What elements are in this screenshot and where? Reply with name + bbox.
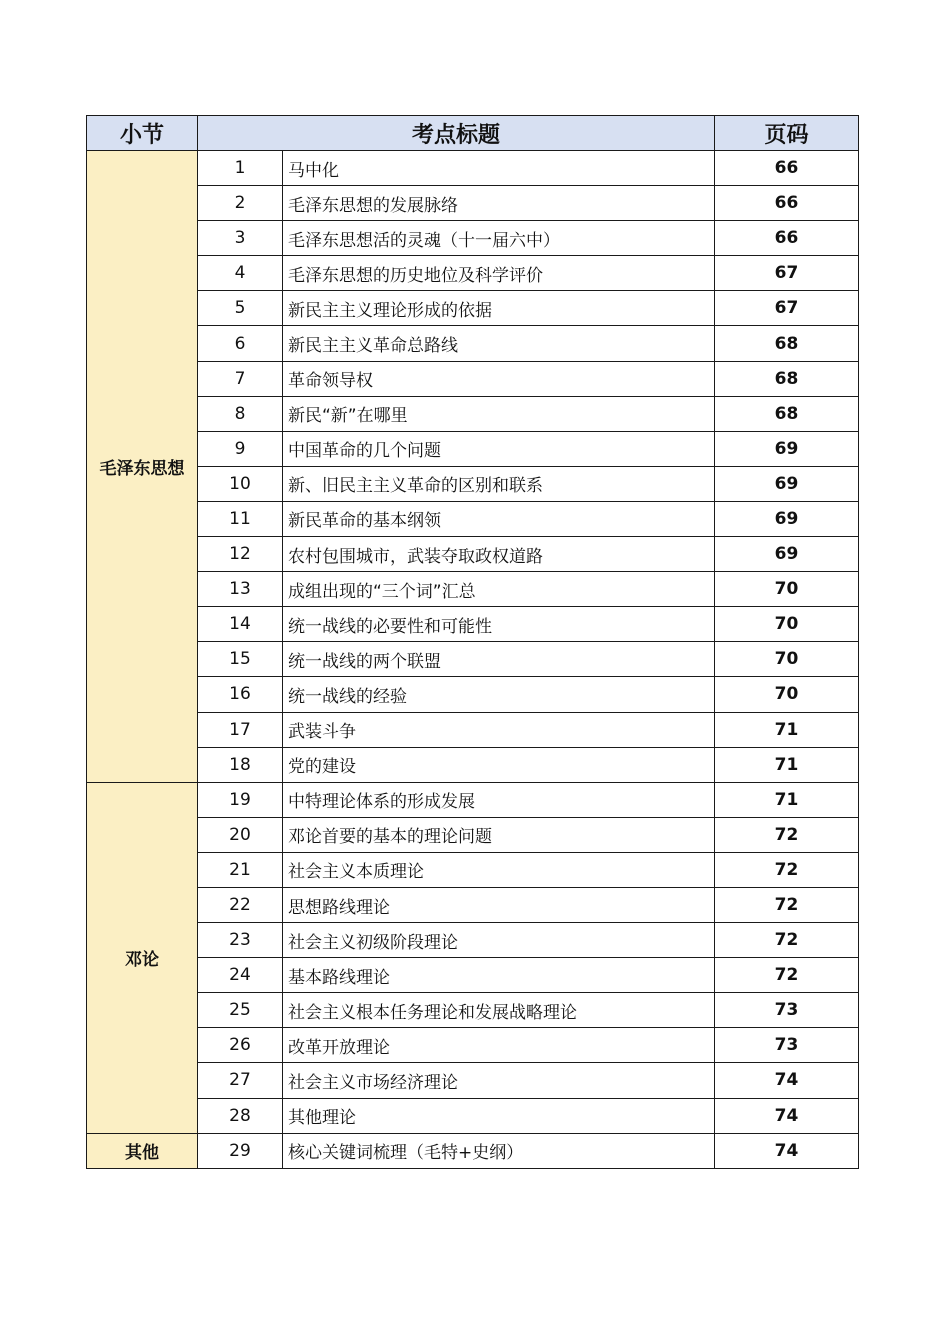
row-number: 19: [198, 782, 283, 817]
row-number: 23: [198, 923, 283, 958]
page-number: 70: [715, 572, 859, 607]
row-number: 28: [198, 1098, 283, 1133]
topic-title: 思想路线理论: [283, 887, 715, 922]
topic-title: 毛泽东思想活的灵魂（十一届六中）: [283, 221, 715, 256]
section-label: 毛泽东思想: [87, 151, 198, 783]
topic-title: 社会主义根本任务理论和发展战略理论: [283, 993, 715, 1028]
topic-title: 农村包围城市，武装夺取政权道路: [283, 537, 715, 572]
table-row: [87, 466, 859, 501]
row-number: 11: [198, 501, 283, 536]
page-number: 71: [715, 712, 859, 747]
topic-title: 改革开放理论: [283, 1028, 715, 1063]
row-number: 13: [198, 572, 283, 607]
topic-title: 成组出现的“三个词”汇总: [283, 572, 715, 607]
table-row: [87, 993, 859, 1028]
table-row: [87, 1098, 859, 1133]
page-number: 72: [715, 958, 859, 993]
row-number: 14: [198, 607, 283, 642]
table-row: [87, 326, 859, 361]
topic-title: 统一战线的经验: [283, 677, 715, 712]
table-row: [87, 642, 859, 677]
row-number: 27: [198, 1063, 283, 1098]
page-number: 68: [715, 361, 859, 396]
row-number: 21: [198, 852, 283, 887]
topic-title: 核心关键词梳理（毛特+史纲）: [283, 1133, 715, 1168]
table-row: [87, 1063, 859, 1098]
topic-title: 武装斗争: [283, 712, 715, 747]
table-row: [87, 431, 859, 466]
table-row: [87, 221, 859, 256]
table-row: [87, 817, 859, 852]
table-row: [87, 186, 859, 221]
row-number: 4: [198, 256, 283, 291]
section-label: 其他: [87, 1133, 198, 1168]
table-row: [87, 782, 859, 817]
page-number: 73: [715, 993, 859, 1028]
row-number: 16: [198, 677, 283, 712]
page-number: 72: [715, 852, 859, 887]
table-row: [87, 361, 859, 396]
topic-title: 其他理论: [283, 1098, 715, 1133]
row-number: 1: [198, 151, 283, 186]
page-number: 71: [715, 782, 859, 817]
page-number: 67: [715, 291, 859, 326]
page-number: 70: [715, 607, 859, 642]
table-row: [87, 291, 859, 326]
topic-title: 新、旧民主主义革命的区别和联系: [283, 466, 715, 501]
row-number: 18: [198, 747, 283, 782]
page-number: 69: [715, 466, 859, 501]
topic-title: 新民主主义革命总路线: [283, 326, 715, 361]
table-row: [87, 852, 859, 887]
section-label: 邓论: [87, 782, 198, 1133]
topic-title: 社会主义本质理论: [283, 852, 715, 887]
topic-title: 新民“新”在哪里: [283, 396, 715, 431]
page-number: 72: [715, 923, 859, 958]
header-section: 小节: [87, 116, 198, 151]
table-row: [87, 607, 859, 642]
topic-title: 基本路线理论: [283, 958, 715, 993]
table-row: [87, 887, 859, 922]
row-number: 26: [198, 1028, 283, 1063]
toc-body: [87, 151, 859, 1169]
topic-title: 中特理论体系的形成发展: [283, 782, 715, 817]
page-number: 74: [715, 1098, 859, 1133]
row-number: 24: [198, 958, 283, 993]
table-row: [87, 1028, 859, 1063]
topic-title: 马中化: [283, 151, 715, 186]
topic-title: 新民主主义理论形成的依据: [283, 291, 715, 326]
row-number: 5: [198, 291, 283, 326]
header-page: 页码: [715, 116, 859, 151]
page-number: 68: [715, 396, 859, 431]
table-row: [87, 256, 859, 291]
row-number: 17: [198, 712, 283, 747]
table-row: [87, 958, 859, 993]
row-number: 25: [198, 993, 283, 1028]
table-row: [87, 1133, 859, 1168]
page-number: 69: [715, 537, 859, 572]
table-row: [87, 501, 859, 536]
toc-table: [86, 115, 859, 1169]
table-row: [87, 712, 859, 747]
page-number: 70: [715, 677, 859, 712]
page-number: 74: [715, 1133, 859, 1168]
header-row: [87, 116, 859, 151]
table-row: [87, 537, 859, 572]
topic-title: 邓论首要的基本的理论问题: [283, 817, 715, 852]
table-row: [87, 923, 859, 958]
page-number: 66: [715, 221, 859, 256]
table-row: [87, 396, 859, 431]
topic-title: 毛泽东思想的发展脉络: [283, 186, 715, 221]
row-number: 8: [198, 396, 283, 431]
topic-title: 党的建设: [283, 747, 715, 782]
topic-title: 中国革命的几个问题: [283, 431, 715, 466]
row-number: 6: [198, 326, 283, 361]
row-number: 20: [198, 817, 283, 852]
topic-title: 毛泽东思想的历史地位及科学评价: [283, 256, 715, 291]
row-number: 10: [198, 466, 283, 501]
page-number: 74: [715, 1063, 859, 1098]
topic-title: 社会主义市场经济理论: [283, 1063, 715, 1098]
row-number: 29: [198, 1133, 283, 1168]
page-number: 70: [715, 642, 859, 677]
topic-title: 社会主义初级阶段理论: [283, 923, 715, 958]
page-number: 69: [715, 431, 859, 466]
topic-title: 统一战线的两个联盟: [283, 642, 715, 677]
row-number: 2: [198, 186, 283, 221]
row-number: 7: [198, 361, 283, 396]
table-row: [87, 747, 859, 782]
topic-title: 新民革命的基本纲领: [283, 501, 715, 536]
page-number: 71: [715, 747, 859, 782]
row-number: 15: [198, 642, 283, 677]
page-number: 72: [715, 817, 859, 852]
page-number: 69: [715, 501, 859, 536]
table-row: [87, 151, 859, 186]
table-row: [87, 677, 859, 712]
topic-title: 革命领导权: [283, 361, 715, 396]
page-number: 73: [715, 1028, 859, 1063]
row-number: 22: [198, 887, 283, 922]
row-number: 9: [198, 431, 283, 466]
page-number: 66: [715, 151, 859, 186]
topic-title: 统一战线的必要性和可能性: [283, 607, 715, 642]
header-title: 考点标题: [198, 116, 715, 151]
page-number: 68: [715, 326, 859, 361]
row-number: 3: [198, 221, 283, 256]
page-number: 72: [715, 887, 859, 922]
table-row: [87, 572, 859, 607]
page-number: 67: [715, 256, 859, 291]
row-number: 12: [198, 537, 283, 572]
page-number: 66: [715, 186, 859, 221]
